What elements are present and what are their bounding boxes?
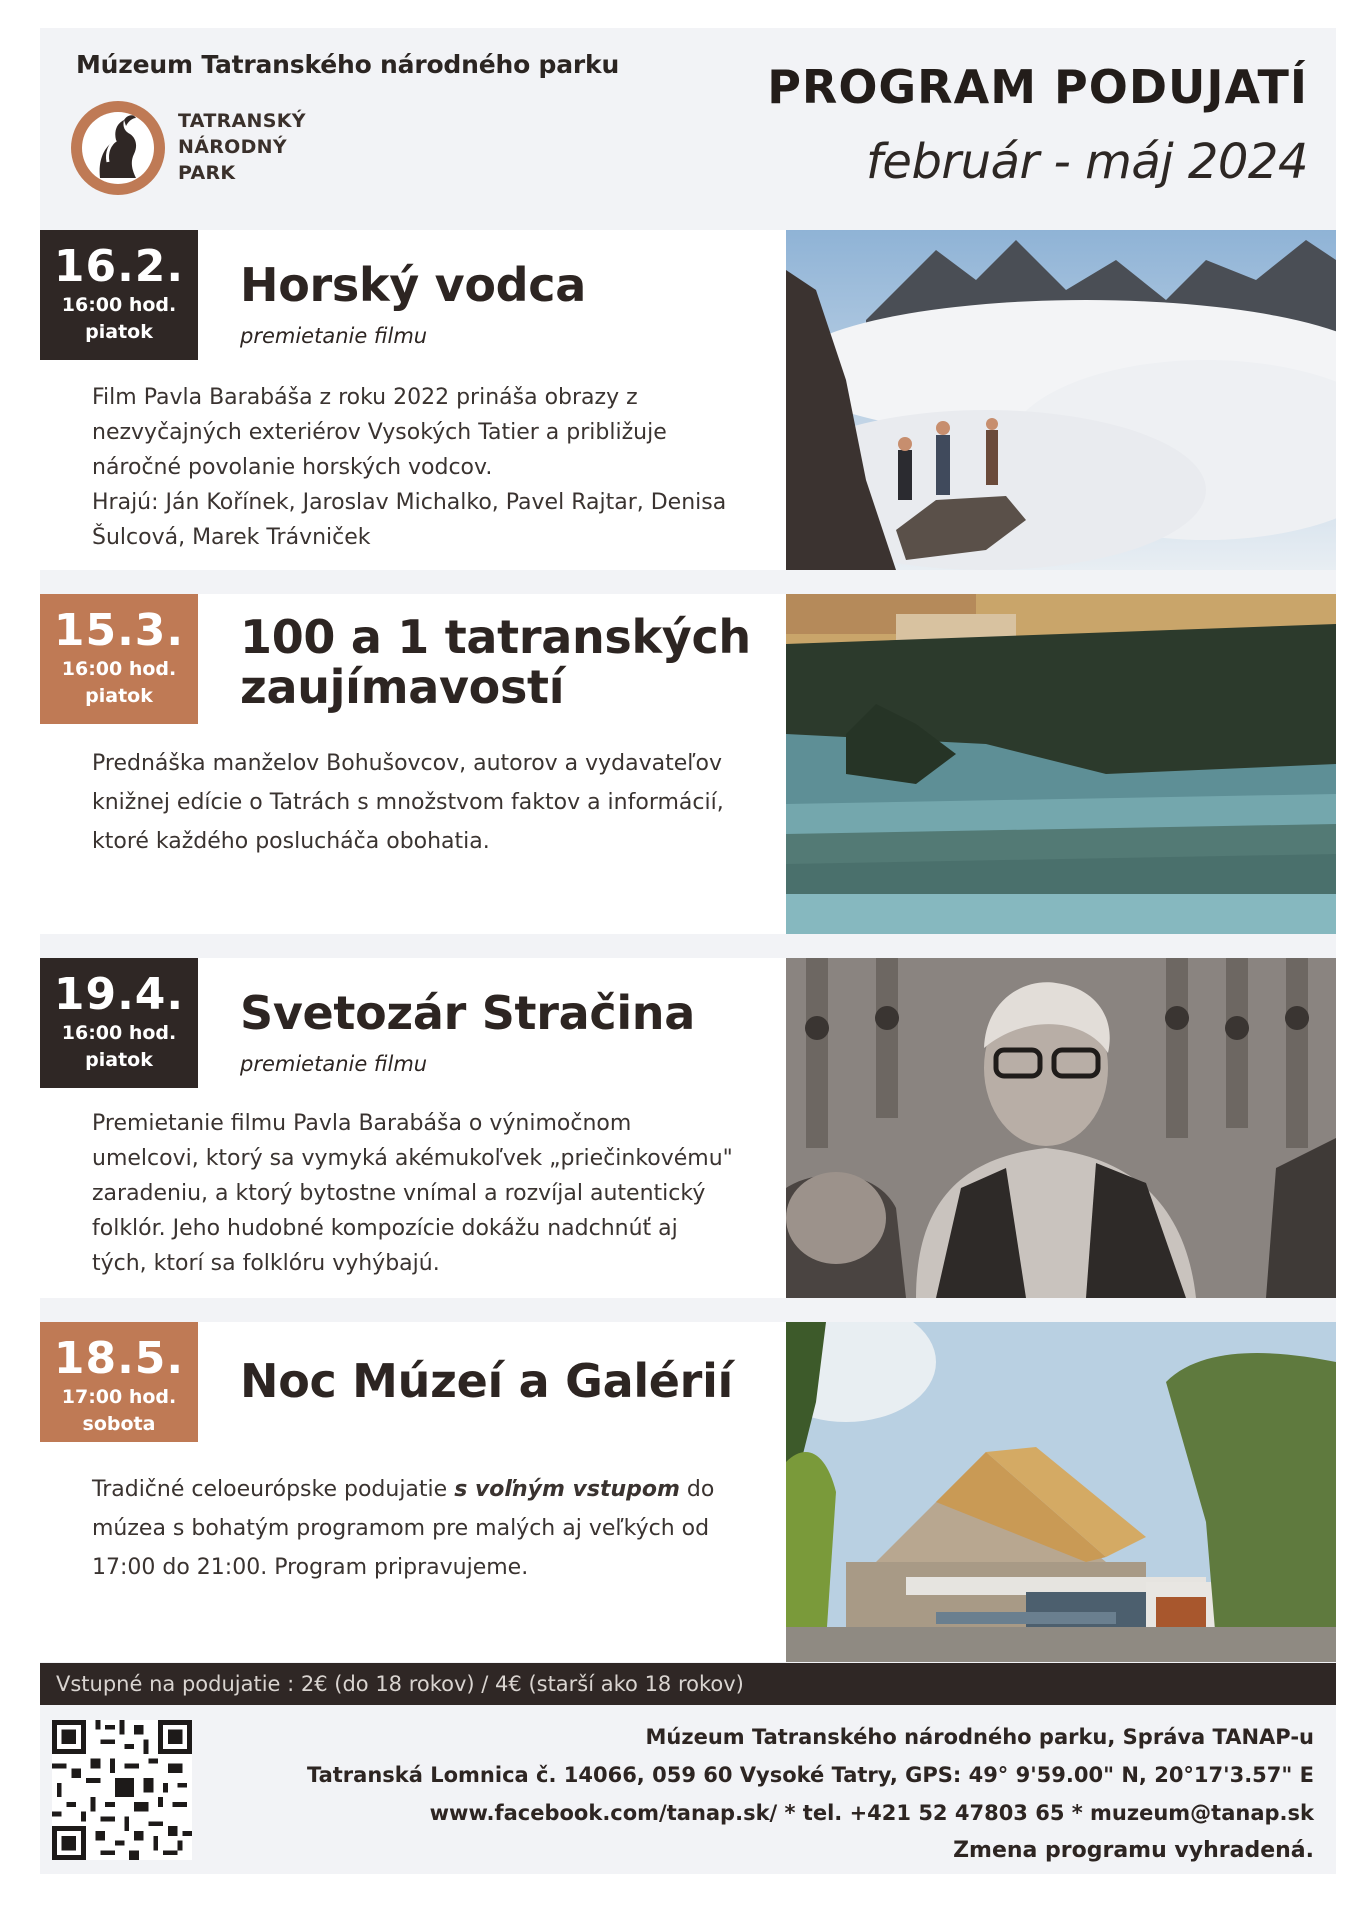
mountain-lake-photo [786, 594, 1336, 934]
desc-line: tých, ktorí sa folklóru vyhýbajú. [92, 1251, 440, 1276]
desc-line: nezvyčajných exteriérov Vysokých Tatier a približuje [92, 420, 667, 445]
event-description [92, 1106, 772, 1281]
event-date-box [40, 958, 198, 1088]
event-content [40, 1322, 786, 1662]
desc-part: do [679, 1477, 715, 1502]
desc-line: knižnej edície o Tatrách s množstvom faktov a informácií, [92, 790, 724, 815]
event-day: 19.4. [53, 969, 185, 1020]
desc-line: umelcovi, ktorý sa vymyká akémukoľvek „priečinkovému" [92, 1146, 733, 1171]
event-day: 18.5. [53, 1333, 185, 1384]
event-day: 16.2. [53, 241, 185, 292]
program-change-note: Zmena programu vyhradená. [953, 1838, 1314, 1863]
logo-text [178, 108, 306, 186]
event-content [40, 594, 786, 934]
event-subtitle: premietanie filmu [240, 324, 428, 348]
desc-line: náročné povolanie horských vodcov. [92, 455, 493, 480]
desc-line: Hrajú: Ján Kořínek, Jaroslav Michalko, Pavel Rajtar, Denisa [92, 490, 727, 515]
desc-part: Tradičné celoeurópske podujatie [92, 1477, 455, 1502]
event-weekday: piatok [85, 321, 153, 343]
desc-line: Prednáška manželov Bohušovcov, autorov a vydavateľov [92, 751, 723, 776]
desc-line: zaradeniu, a ktorý bytostne vnímal a rozvíjal autentický [92, 1181, 706, 1206]
logo-line-1: TATRANSKÝ [178, 110, 306, 132]
chamois-logo-icon [70, 100, 166, 196]
event-description [92, 744, 772, 861]
museum-building-photo [786, 1322, 1336, 1662]
event-weekday: sobota [82, 1413, 156, 1435]
event-description [92, 380, 772, 555]
event-subtitle: premietanie filmu [240, 1052, 428, 1076]
event-title-line-2: zaujímavostí [240, 660, 565, 714]
desc-line: Film Pavla Barabáša z roku 2022 prináša obrazy z [92, 385, 638, 410]
event-weekday: piatok [85, 1049, 153, 1071]
qr-code-icon[interactable] [52, 1720, 192, 1860]
desc-line: Šulcová, Marek Trávniček [92, 525, 371, 550]
footer-contact [307, 1718, 1314, 1870]
event-time: 16:00 hod. [61, 658, 177, 680]
logo-line-2: NÁRODNÝ [178, 136, 287, 158]
desc-line [92, 1470, 772, 1509]
free-entry-emphasis: s voľným vstupom [454, 1477, 680, 1502]
event-date-box [40, 594, 198, 724]
desc-line: folklór. Jeho hudobné kompozície dokážu nadchnúť aj [92, 1216, 678, 1241]
event-svetozar-stracina [40, 958, 1336, 1298]
poster [40, 28, 1336, 1874]
event-noc-muzei [40, 1322, 1336, 1662]
event-title [240, 612, 751, 712]
event-time: 17:00 hod. [61, 1386, 177, 1408]
event-title: Noc Múzeí a Galérií [240, 1354, 734, 1408]
event-weekday: piatok [85, 685, 153, 707]
desc-line: Premietanie filmu Pavla Barabáša o výnimočnom [92, 1111, 632, 1136]
desc-line: ktoré každého poslucháča obohatia. [92, 829, 490, 854]
portrait-photo [786, 958, 1336, 1298]
program-dates: február - máj 2024 [866, 134, 1308, 190]
footer-contacts-line[interactable]: www.facebook.com/tanap.sk/ * tel. +421 52 47803 65 * muzeum@tanap.sk [429, 1801, 1314, 1825]
footer-line-1: Múzeum Tatranského národného parku, Správa TANAP-u [645, 1725, 1314, 1749]
museum-name: Múzeum Tatranského národného parku [76, 50, 620, 79]
desc-line: 17:00 do 21:00. Program pripravujeme. [92, 1555, 529, 1580]
entry-price-bar: Vstupné na podujatie : 2€ (do 18 rokov) / 4€ (starší ako 18 rokov) [40, 1663, 1336, 1705]
event-content [40, 958, 786, 1298]
event-day: 15.3. [53, 605, 185, 656]
event-content [40, 230, 786, 570]
event-title-line-1: 100 a 1 tatranských [240, 610, 751, 664]
event-title: Horský vodca [240, 258, 586, 312]
event-description [92, 1470, 772, 1587]
event-date-box [40, 230, 198, 360]
desc-line: múzea s bohatým programom pre malých aj veľkých od [92, 1516, 710, 1541]
mountain-guides-photo [786, 230, 1336, 570]
event-time: 16:00 hod. [61, 294, 177, 316]
event-time: 16:00 hod. [61, 1022, 177, 1044]
event-date-box [40, 1322, 198, 1442]
event-100-a-1 [40, 594, 1336, 934]
event-horsky-vodca [40, 230, 1336, 570]
event-title: Svetozár Stračina [240, 986, 695, 1040]
header [40, 28, 1336, 230]
footer-address: Tatranská Lomnica č. 14066, 059 60 Vysoké Tatry, GPS: 49° 9'59.00" N, 20°17'3.57" E [306, 1763, 1314, 1787]
program-title: PROGRAM PODUJATÍ [767, 60, 1308, 114]
logo-line-3: PARK [178, 162, 236, 184]
